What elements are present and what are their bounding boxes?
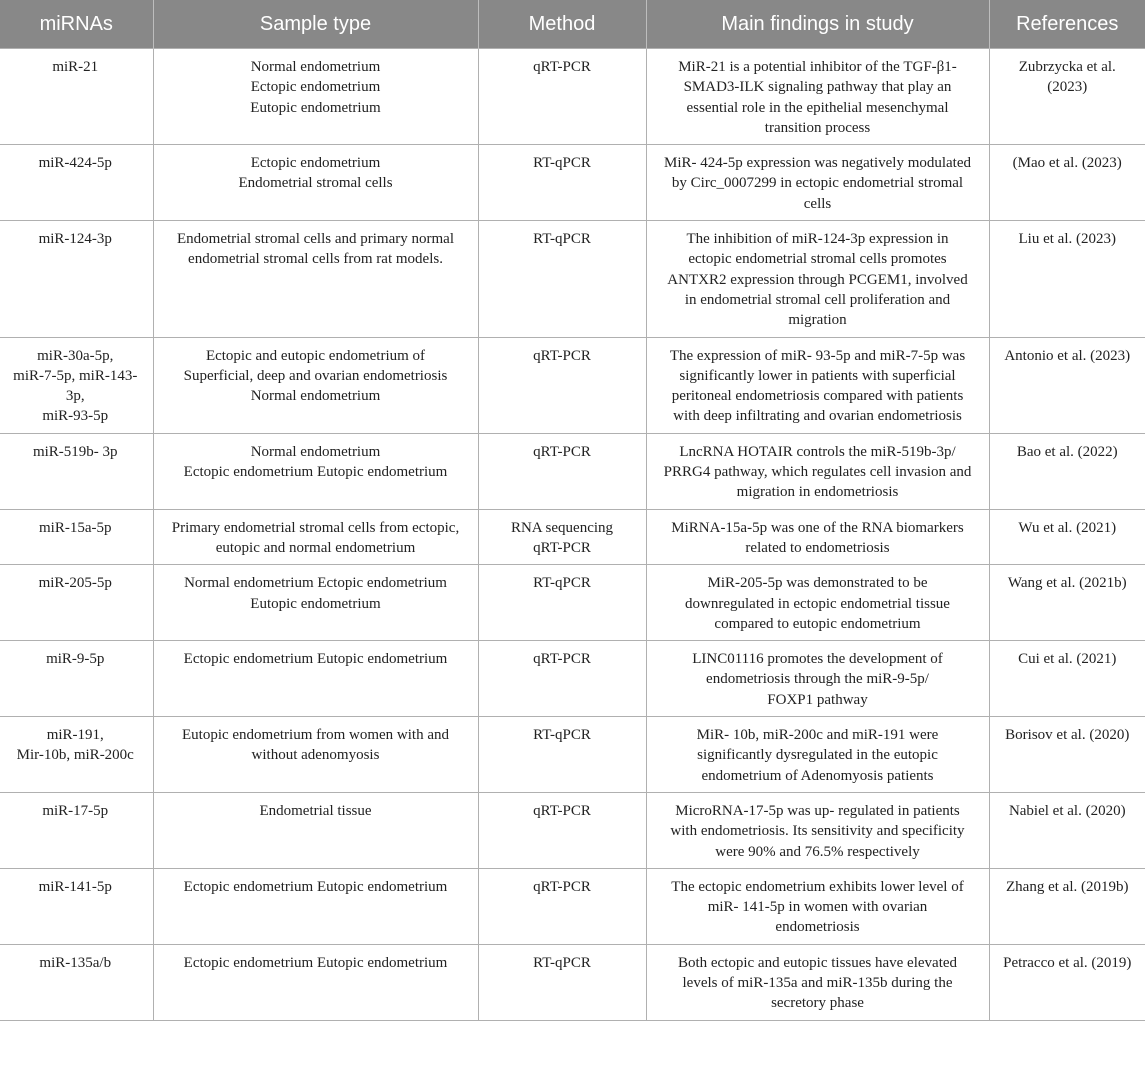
table-row <box>0 221 1145 337</box>
cell-sample-type <box>153 565 478 641</box>
cell-sample-type-line: Normal endometrium <box>250 388 381 405</box>
cell-mirna-line: miR-124-3p <box>38 231 112 248</box>
cell-method-line: RT-qPCR <box>533 575 591 592</box>
cell-method-line: qRT-PCR <box>533 651 591 668</box>
cell-findings-line: MiR- 424-5p expression was negatively modulated <box>663 155 972 172</box>
cell-findings-line: migration <box>788 312 847 329</box>
cell-method-line: qRT-PCR <box>533 59 591 75</box>
cell-method <box>478 509 646 565</box>
cell-findings <box>646 49 989 145</box>
cell-method <box>478 944 646 1020</box>
cell-findings-line: levels of miR-135a and miR-135b during the <box>682 974 953 991</box>
cell-findings-line: MiR- 10b, miR-200c and miR-191 were <box>696 727 939 744</box>
cell-sample-type <box>153 641 478 717</box>
cell-sample-type-line: Normal endometrium <box>250 443 381 460</box>
cell-sample-type <box>153 433 478 509</box>
cell-reference-line: Wu et al. (2021) <box>1018 519 1117 536</box>
cell-mirna-line: miR-93-5p <box>42 408 109 425</box>
cell-mirna-line: miR-205-5p <box>38 575 112 592</box>
header-row <box>0 0 1145 49</box>
cell-findings <box>646 792 989 868</box>
cell-reference <box>989 641 1145 717</box>
cell-mirna <box>0 868 153 944</box>
cell-sample-type-line: Primary endometrial stromal cells from ectopic, <box>171 519 460 536</box>
table-row <box>0 717 1145 793</box>
cell-findings-line: PRRG4 pathway, which regulates cell invasion and <box>663 464 972 481</box>
cell-mirna-line: miR-9-5p <box>46 651 105 668</box>
cell-reference <box>989 868 1145 944</box>
table-row <box>0 49 1145 145</box>
cell-sample-type-line: Ectopic endometrium Eutopic endometrium <box>183 464 448 481</box>
cell-reference-line: Zubrzycka et al. <box>1018 59 1116 75</box>
cell-findings-line: related to endometriosis <box>745 539 890 556</box>
cell-findings <box>646 509 989 565</box>
cell-reference-line: (2023) <box>1047 79 1088 96</box>
cell-findings-line: Both ectopic and eutopic tissues have elevated <box>677 954 958 971</box>
cell-findings-line: MiR-205-5p was demonstrated to be <box>707 575 928 592</box>
cell-mirna <box>0 49 153 145</box>
cell-findings-line: peritoneal endometriosis compared with patients <box>671 388 964 405</box>
cell-reference-line: Antonio et al. (2023) <box>1004 347 1131 364</box>
cell-findings-line: downregulated in ectopic endometrial tissue <box>685 595 950 612</box>
cell-reference-line: Wang et al. (2021b) <box>1007 575 1127 592</box>
cell-reference-line: Nabiel et al. (2020) <box>1008 802 1126 819</box>
cell-findings-line: in endometrial stromal cell proliferation and <box>684 291 951 308</box>
table-row <box>0 433 1145 509</box>
cell-sample-type-line: Ectopic endometrium Eutopic endometrium <box>183 954 448 971</box>
cell-sample-type <box>153 337 478 433</box>
cell-findings <box>646 944 989 1020</box>
cell-method-line: qRT-PCR <box>533 878 591 895</box>
cell-mirna-line: Mir-10b, miR-200c <box>16 747 134 764</box>
cell-method-line: RT-qPCR <box>533 954 591 971</box>
cell-mirna-line: miR-424-5p <box>38 155 112 172</box>
cell-method-line: qRT-PCR <box>533 802 591 819</box>
table-row <box>0 145 1145 221</box>
cell-method <box>478 717 646 793</box>
header-main-findings: Main findings in study <box>646 0 989 49</box>
cell-mirna-line: 3p, <box>65 388 85 405</box>
cell-reference <box>989 717 1145 793</box>
cell-findings <box>646 145 989 221</box>
cell-findings <box>646 641 989 717</box>
cell-sample-type <box>153 145 478 221</box>
cell-findings-line: with endometriosis. Its sensitivity and specificity <box>670 823 965 840</box>
cell-findings-line: significantly dysregulated in the eutopic <box>697 747 938 764</box>
cell-sample-type-line: Superficial, deep and ovarian endometriosis <box>183 367 448 384</box>
cell-sample-type <box>153 49 478 145</box>
cell-findings-line: were 90% and 76.5% respectively <box>715 843 920 860</box>
cell-reference-line: Bao et al. (2022) <box>1016 443 1118 460</box>
table-row <box>0 792 1145 868</box>
cell-findings <box>646 868 989 944</box>
cell-findings <box>646 565 989 641</box>
cell-sample-type-line: Ectopic and eutopic endometrium of <box>205 347 426 364</box>
cell-method <box>478 641 646 717</box>
cell-mirna <box>0 145 153 221</box>
cell-sample-type-line: Endometrial tissue <box>259 802 372 819</box>
cell-sample-type-line: Ectopic endometrium Eutopic endometrium <box>183 651 448 668</box>
cell-method-line: RT-qPCR <box>533 155 591 172</box>
cell-method <box>478 49 646 145</box>
cell-mirna-line: miR-15a-5p <box>39 519 112 536</box>
cell-method <box>478 337 646 433</box>
cell-mirna-line: miR-7-5p, miR-143- <box>13 367 138 384</box>
cell-findings-line: transition process <box>764 119 871 136</box>
table-row <box>0 509 1145 565</box>
cell-sample-type-line: Eutopic endometrium <box>250 99 381 116</box>
cell-findings-line: LINC01116 promotes the development of <box>692 651 943 668</box>
cell-findings-line: ectopic endometrial stromal cells promotes <box>688 251 947 268</box>
header-references: References <box>989 0 1145 49</box>
cell-reference-line: Liu et al. (2023) <box>1018 231 1116 248</box>
cell-method-line: RT-qPCR <box>533 727 591 744</box>
cell-findings <box>646 221 989 337</box>
cell-findings-line: endometriosis <box>775 919 860 936</box>
cell-findings-line: cells <box>803 195 832 212</box>
cell-method-line: RNA sequencing <box>510 519 614 536</box>
cell-reference <box>989 337 1145 433</box>
cell-sample-type-line: Normal endometrium <box>250 59 381 75</box>
cell-mirna-line: miR-141-5p <box>38 878 112 895</box>
cell-sample-type <box>153 221 478 337</box>
cell-mirna <box>0 717 153 793</box>
header-method: Method <box>478 0 646 49</box>
cell-findings-line: SMAD3-ILK signaling pathway that play an <box>683 79 952 96</box>
cell-findings <box>646 337 989 433</box>
cell-findings-line: endometriosis through the miR-9-5p/ <box>706 671 929 688</box>
cell-method <box>478 433 646 509</box>
cell-mirna-line: miR-21 <box>52 59 99 75</box>
cell-findings-line: MicroRNA-17-5p was up- regulated in patients <box>675 802 960 819</box>
cell-mirna <box>0 433 153 509</box>
cell-findings-line: by Circ_0007299 in ectopic endometrial stromal <box>671 175 964 192</box>
cell-sample-type-line: Ectopic endometrium <box>250 79 381 96</box>
cell-reference-line: (Mao et al. (2023) <box>1012 155 1122 172</box>
cell-reference <box>989 565 1145 641</box>
cell-findings-line: MiRNA-15a-5p was one of the RNA biomarkers <box>671 519 964 536</box>
cell-findings <box>646 717 989 793</box>
cell-reference-line: Petracco et al. (2019) <box>1003 954 1132 971</box>
cell-method-line: qRT-PCR <box>533 539 591 556</box>
cell-mirna <box>0 641 153 717</box>
cell-findings-line: significantly lower in patients with superficial <box>679 367 956 384</box>
header-mirnas: miRNAs <box>0 0 153 49</box>
cell-findings-line: compared to eutopic endometrium <box>714 615 921 632</box>
cell-findings-line: migration in endometriosis <box>736 484 899 501</box>
cell-findings-line: essential role in the epithelial mesenchymal <box>686 99 949 116</box>
cell-mirna-line: miR-30a-5p, <box>37 347 114 364</box>
cell-method <box>478 221 646 337</box>
cell-reference <box>989 433 1145 509</box>
cell-reference <box>989 145 1145 221</box>
cell-findings-line: FOXP1 pathway <box>767 691 868 708</box>
cell-method <box>478 145 646 221</box>
cell-sample-type <box>153 717 478 793</box>
cell-method-line: qRT-PCR <box>533 347 591 364</box>
cell-method <box>478 792 646 868</box>
cell-sample-type-line: Eutopic endometrium <box>250 595 381 612</box>
cell-findings-line: ANTXR2 expression through PCGEM1, involved <box>667 271 968 288</box>
cell-mirna <box>0 221 153 337</box>
table-row <box>0 565 1145 641</box>
cell-reference <box>989 509 1145 565</box>
cell-sample-type-line: Ectopic endometrium Eutopic endometrium <box>183 878 448 895</box>
cell-method <box>478 868 646 944</box>
table-body <box>0 49 1145 1021</box>
cell-mirna-line: miR-519b- 3p <box>32 443 118 460</box>
cell-reference-line: Borisov et al. (2020) <box>1005 727 1130 744</box>
cell-sample-type <box>153 509 478 565</box>
cell-reference <box>989 792 1145 868</box>
cell-reference-line: Zhang et al. (2019b) <box>1006 878 1129 895</box>
cell-sample-type-line: endometrial stromal cells from rat models. <box>188 251 443 268</box>
cell-mirna <box>0 792 153 868</box>
cell-sample-type-line: without adenomyosis <box>251 747 380 764</box>
table-row <box>0 337 1145 433</box>
cell-reference-line: Cui et al. (2021) <box>1018 651 1117 668</box>
cell-sample-type-line: Ectopic endometrium <box>250 155 381 172</box>
cell-mirna-line: miR-191, <box>46 727 104 744</box>
table-row <box>0 868 1145 944</box>
table-row <box>0 641 1145 717</box>
cell-findings <box>646 433 989 509</box>
table-row <box>0 944 1145 1020</box>
cell-method-line: RT-qPCR <box>533 231 591 248</box>
cell-sample-type-line: Normal endometrium Ectopic endometrium <box>184 575 447 592</box>
cell-findings-line: with deep infiltrating and ovarian endometriosis <box>673 408 962 425</box>
cell-sample-type <box>153 792 478 868</box>
cell-mirna <box>0 944 153 1020</box>
cell-reference <box>989 49 1145 145</box>
cell-findings-line: The expression of miR- 93-5p and miR-7-5p was <box>669 347 966 364</box>
cell-sample-type-line: Endometrial stromal cells and primary normal <box>176 231 454 248</box>
cell-method-line: qRT-PCR <box>533 443 591 460</box>
cell-mirna-line: miR-17-5p <box>42 802 109 819</box>
cell-findings-line: endometrium of Adenomyosis patients <box>701 767 934 784</box>
cell-findings-line: The inhibition of miR-124-3p expression in <box>686 231 949 248</box>
cell-mirna <box>0 565 153 641</box>
cell-sample-type <box>153 868 478 944</box>
cell-findings-line: miR- 141-5p in women with ovarian <box>707 899 928 916</box>
cell-findings-line: LncRNA HOTAIR controls the miR-519b-3p/ <box>679 443 956 460</box>
cell-reference <box>989 944 1145 1020</box>
cell-method <box>478 565 646 641</box>
cell-findings-line: MiR-21 is a potential inhibitor of the TGF-β1- <box>678 59 957 75</box>
cell-mirna <box>0 509 153 565</box>
cell-findings-line: The ectopic endometrium exhibits lower level of <box>671 878 964 895</box>
cell-sample-type-line: Eutopic endometrium from women with and <box>181 727 450 744</box>
cell-mirna <box>0 337 153 433</box>
cell-reference <box>989 221 1145 337</box>
cell-sample-type-line: Endometrial stromal cells <box>238 175 393 192</box>
cell-mirna-line: miR-135a/b <box>39 954 112 971</box>
cell-sample-type-line: eutopic and normal endometrium <box>215 539 416 556</box>
header-sample-type: Sample type <box>153 0 478 49</box>
cell-findings-line: secretory phase <box>771 995 864 1012</box>
cell-sample-type <box>153 944 478 1020</box>
